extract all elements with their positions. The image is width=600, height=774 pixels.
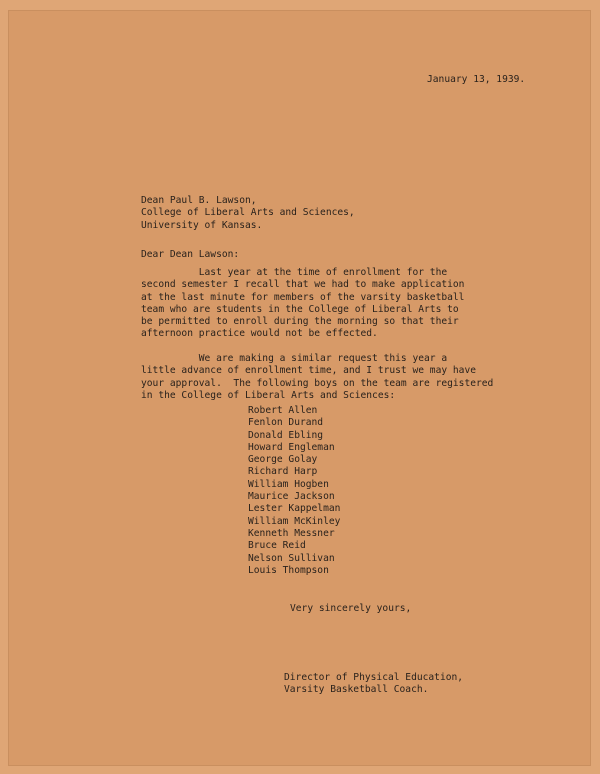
closing: Very sincerely yours,	[290, 603, 412, 614]
recipient-line: University of Kansas.	[141, 219, 263, 231]
recipient-line: Dean Paul B. Lawson,	[141, 195, 257, 206]
paragraph-line: team who are students in the College of Liberal Arts to	[141, 303, 459, 315]
paragraph-line: at the last minute for members of the varsity basketball	[141, 291, 465, 303]
player-name: George Golay	[248, 454, 318, 466]
paragraph-line: second semester I recall that we had to make application	[141, 279, 465, 291]
paragraph-2	[141, 353, 493, 402]
paragraph-line: in the College of Liberal Arts and Sciences:	[141, 389, 396, 401]
paragraph-line: afternoon practice would not be effected.	[141, 328, 378, 340]
player-name: Bruce Reid	[248, 540, 306, 552]
paragraph-line: little advance of enrollment time, and I trust we may have	[141, 365, 477, 377]
paragraph-line: We are making a similar request this year a	[141, 353, 448, 364]
player-name: Fenlon Durand	[248, 417, 324, 429]
paragraph-line: Last year at the time of enrollment for the	[141, 267, 448, 278]
player-name: Howard Engleman	[248, 441, 335, 453]
salutation: Dear Dean Lawson:	[141, 249, 240, 260]
signature-block	[284, 672, 463, 697]
player-name: Nelson Sullivan	[248, 552, 335, 564]
player-name: Maurice Jackson	[248, 491, 335, 503]
player-name: Robert Allen	[248, 405, 318, 416]
recipient-address	[141, 195, 355, 232]
paragraph-line: be permitted to enroll during the morning so that their	[141, 316, 459, 328]
player-name: William Hogben	[248, 478, 329, 490]
player-list	[248, 405, 340, 577]
player-name: William McKinley	[248, 515, 341, 527]
paragraph-line: your approval. The following boys on the team are registered	[141, 377, 494, 389]
player-name: Louis Thompson	[248, 564, 329, 576]
player-name: Lester Kappelman	[248, 503, 341, 515]
letter-date: January 13, 1939.	[427, 74, 526, 85]
player-name: Kenneth Messner	[248, 527, 335, 539]
player-name: Richard Harp	[248, 466, 318, 478]
player-name: Donald Ebling	[248, 429, 324, 441]
paragraph-1	[141, 267, 464, 341]
signature-line: Director of Physical Education,	[284, 672, 464, 683]
signature-line: Varsity Basketball Coach.	[284, 684, 429, 696]
recipient-line: College of Liberal Arts and Sciences,	[141, 207, 355, 219]
